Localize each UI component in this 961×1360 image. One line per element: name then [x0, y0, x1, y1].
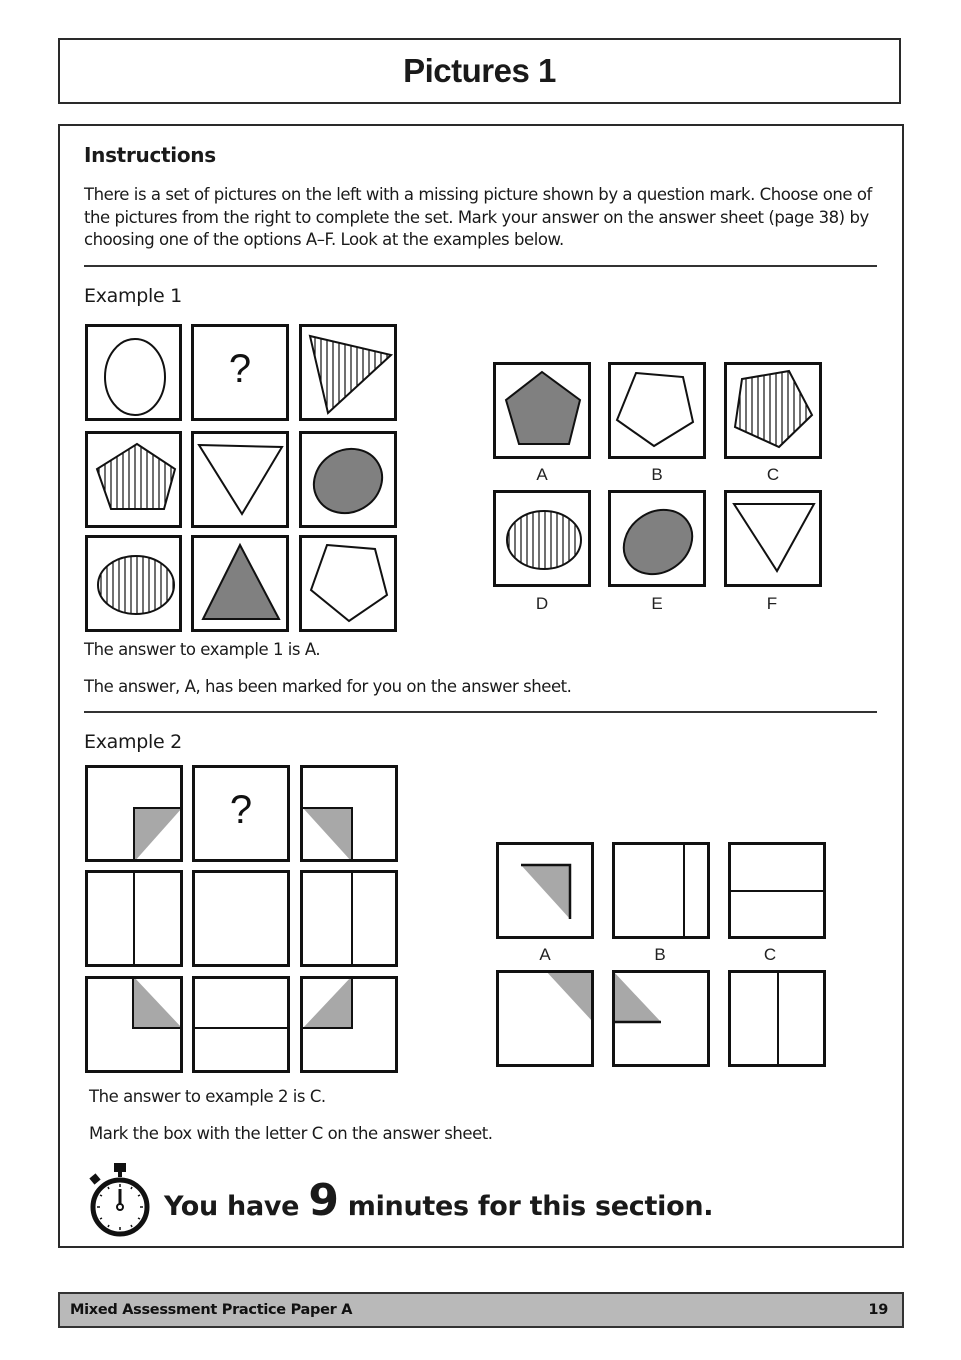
question-mark: ? — [229, 788, 253, 832]
option-label: F — [766, 594, 778, 613]
option-a[interactable] — [496, 842, 594, 939]
pentagon-shape-icon — [727, 365, 819, 456]
example2-heading: Example 2 — [84, 731, 182, 753]
grid-cell-vertical-line — [85, 870, 183, 967]
horizontal-line-icon — [731, 845, 823, 936]
grid-cell-triangle-gray — [191, 535, 289, 632]
ellipse-shape-icon — [496, 493, 588, 584]
option-label: C — [766, 465, 780, 484]
grid-cell-vertical-line — [300, 870, 398, 967]
corner-triangle-icon — [88, 768, 180, 859]
example1-marked-note: The answer, A, has been marked for you on the answer sheet. — [84, 677, 572, 696]
grid-cell-ellipse — [85, 324, 182, 421]
triangle-down-shape-icon — [727, 493, 819, 584]
triangle-shape-icon — [302, 327, 394, 418]
corner-triangle-icon — [615, 973, 707, 1064]
option-label: A — [536, 465, 548, 484]
option-label: E — [651, 594, 663, 613]
stopwatch-icon — [86, 1161, 154, 1239]
example1-heading: Example 1 — [84, 285, 182, 307]
option-label: B — [654, 945, 666, 964]
vertical-line-icon — [615, 845, 707, 936]
time-limit-text — [164, 1175, 713, 1226]
grid-cell-corner-triangle — [300, 976, 398, 1073]
footer-page-number: 19 — [868, 1302, 888, 1318]
example1-answer: The answer to example 1 is A. — [84, 640, 321, 659]
instructions-heading: Instructions — [84, 143, 216, 167]
horizontal-line-icon — [195, 979, 287, 1070]
option-c[interactable] — [728, 842, 826, 939]
corner-triangle-icon — [303, 768, 395, 859]
option-e[interactable] — [608, 490, 706, 587]
grid-cell-pentagon-white — [299, 535, 397, 632]
grid-cell-missing — [192, 765, 290, 862]
option-label: B — [651, 465, 663, 484]
option-label: C — [763, 945, 777, 964]
pentagon-shape-icon — [302, 538, 394, 629]
corner-triangle-icon — [303, 979, 395, 1070]
grid-cell-ellipse-gray — [299, 431, 397, 528]
grid-cell-empty — [192, 870, 290, 967]
time-limit-minutes: 9 — [308, 1175, 339, 1226]
option-e[interactable] — [612, 970, 710, 1067]
pentagon-shape-icon — [611, 365, 703, 456]
ellipse-shape-icon — [611, 493, 703, 584]
grid-cell-pentagon-striped — [85, 431, 182, 528]
option-f[interactable] — [728, 970, 826, 1067]
option-d[interactable] — [496, 970, 594, 1067]
option-c[interactable] — [724, 362, 822, 459]
page-footer — [58, 1292, 904, 1328]
option-label: A — [539, 945, 551, 964]
grid-cell-corner-triangle — [85, 765, 183, 862]
option-a[interactable] — [493, 362, 591, 459]
option-b[interactable] — [608, 362, 706, 459]
corner-triangle-icon — [499, 845, 591, 936]
ellipse-shape-icon — [302, 434, 394, 525]
grid-cell-corner-triangle — [300, 765, 398, 862]
ellipse-shape-icon — [88, 327, 179, 418]
time-limit-prefix: You have — [164, 1191, 309, 1222]
divider — [84, 711, 877, 713]
vertical-line-icon — [303, 873, 395, 964]
divider — [84, 265, 877, 267]
grid-cell-horizontal-line — [192, 976, 290, 1073]
option-b[interactable] — [612, 842, 710, 939]
triangle-up-shape-icon — [194, 538, 286, 629]
option-label: D — [535, 594, 549, 613]
option-f[interactable] — [724, 490, 822, 587]
question-mark: ? — [228, 347, 252, 391]
option-d[interactable] — [493, 490, 591, 587]
title-box — [58, 38, 901, 104]
pentagon-shape-icon — [88, 434, 179, 525]
triangle-down-shape-icon — [194, 434, 286, 525]
corner-triangle-icon — [88, 979, 180, 1070]
time-limit-suffix: minutes for this section. — [338, 1191, 714, 1222]
ellipse-shape-icon — [88, 538, 179, 629]
grid-cell-corner-triangle — [85, 976, 183, 1073]
vertical-line-icon — [88, 873, 180, 964]
grid-cell-missing — [191, 324, 289, 421]
grid-cell-triangle-striped — [299, 324, 397, 421]
footer-paper-title: Mixed Assessment Practice Paper A — [70, 1302, 353, 1318]
grid-cell-triangle-down — [191, 431, 289, 528]
pentagon-shape-icon — [496, 365, 588, 456]
example2-marked-note: Mark the box with the letter C on the answer sheet. — [89, 1124, 493, 1143]
example2-answer: The answer to example 2 is C. — [89, 1087, 326, 1106]
vertical-line-icon — [731, 973, 823, 1064]
page-title: Pictures 1 — [403, 52, 556, 89]
instructions-text: There is a set of pictures on the left with a missing picture shown by a question mark. Choose one of the pictures from the right to complete the set. Mark your answer on the answer sheet (page 38) by choosing one of the options A–F. Look at the examples below. — [84, 185, 872, 249]
grid-cell-ellipse-striped — [85, 535, 182, 632]
corner-triangle-icon — [499, 973, 591, 1064]
